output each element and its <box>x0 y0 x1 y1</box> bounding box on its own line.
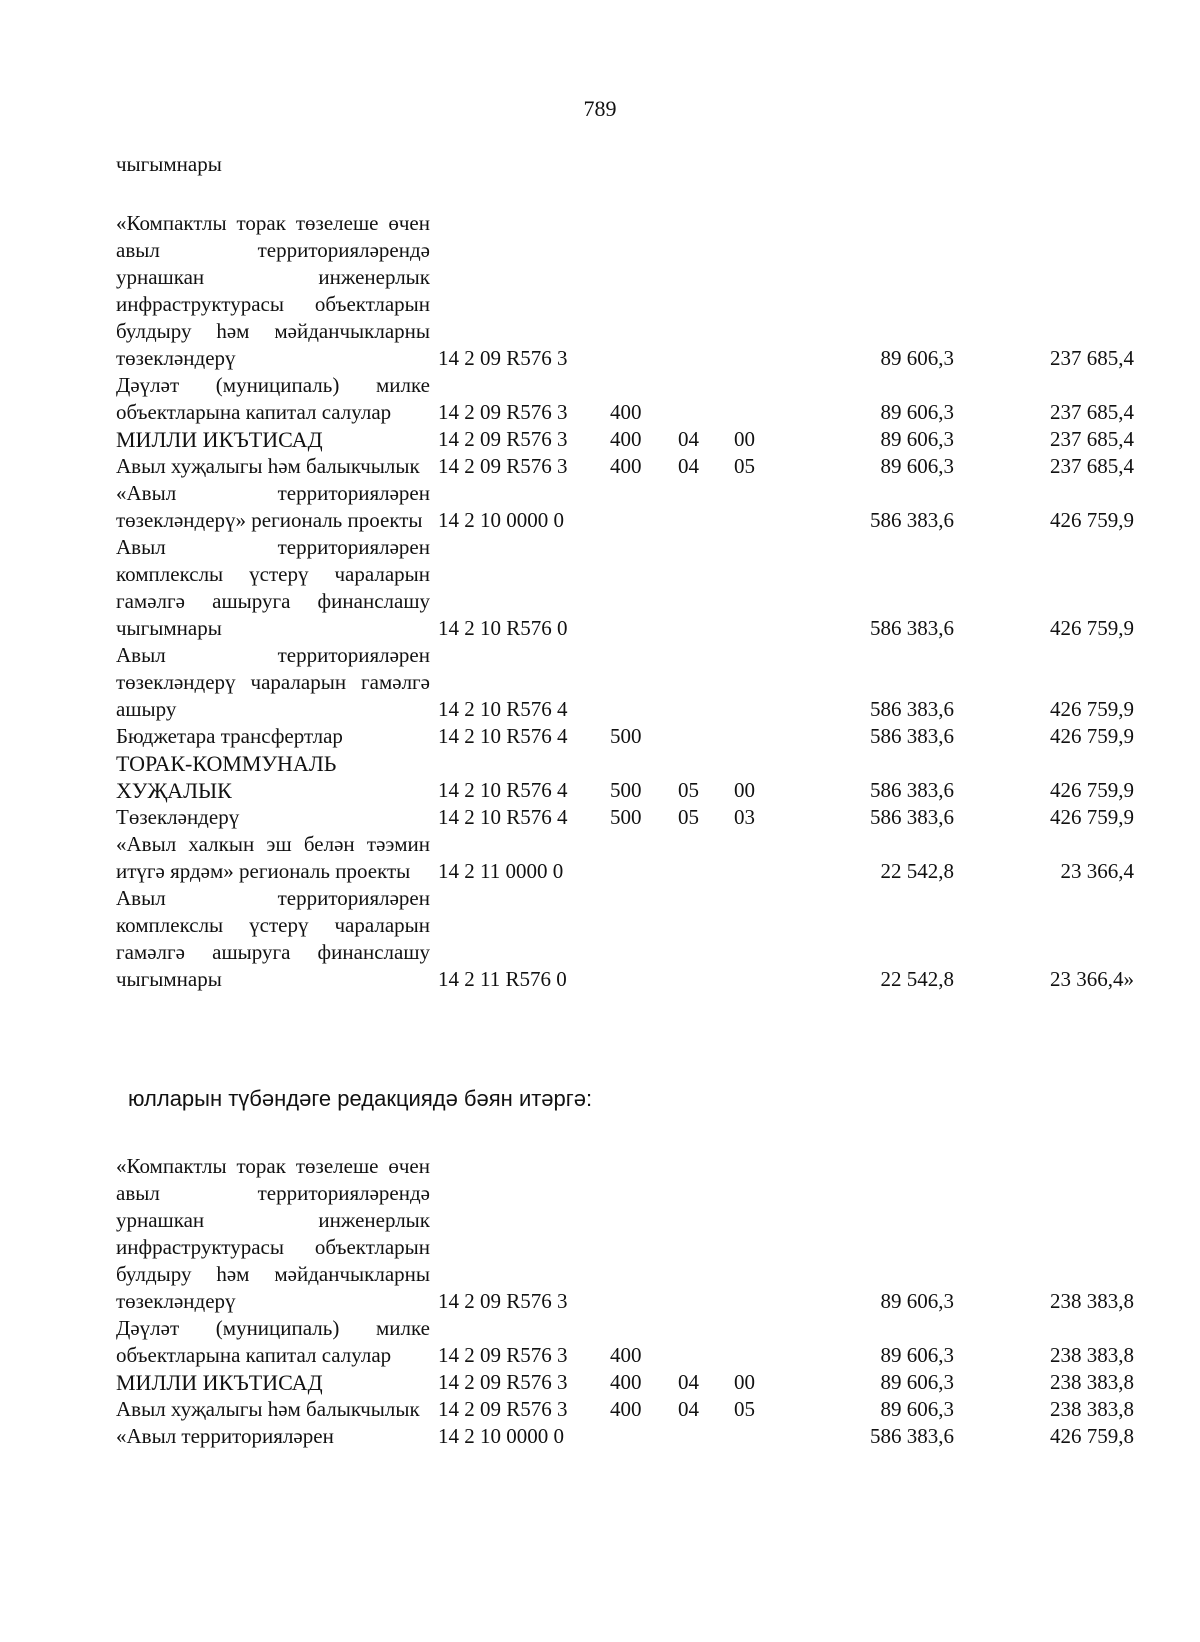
new-budget-table <box>116 1153 1134 1450</box>
row-code: 14 2 09 R576 3 <box>438 1370 568 1394</box>
row-amount-2: 238 383,8 <box>1050 1370 1134 1394</box>
row-amount-1: 586 383,6 <box>870 1424 954 1448</box>
row-amount-2: 426 759,9 <box>1050 778 1134 802</box>
row-name: «Авыл территорияләрен <box>116 1424 334 1448</box>
row-subsection: 00 <box>734 778 755 802</box>
row-section <box>678 642 734 723</box>
row-subsection: 00 <box>734 427 755 451</box>
row-amount-2: 426 759,9 <box>1050 616 1134 640</box>
table-row <box>116 453 1134 480</box>
row-expense-type: 500 <box>610 805 642 829</box>
row-subsection: 00 <box>734 1370 755 1394</box>
row-subsection: 05 <box>734 1397 755 1421</box>
row-amount-2: 237 685,4 <box>1050 346 1134 370</box>
row-expense-type <box>610 642 678 723</box>
row-amount-1: 89 606,3 <box>880 454 954 478</box>
row-amount-2: 426 759,9 <box>1050 724 1134 748</box>
row-expense-type: 400 <box>610 1343 642 1367</box>
row-subsection <box>734 1423 814 1450</box>
row-section <box>678 372 734 426</box>
row-code: 14 2 11 0000 0 <box>438 859 564 883</box>
table-row <box>116 480 1134 534</box>
row-amount-1: 89 606,3 <box>880 1370 954 1394</box>
row-code: 14 2 09 R576 3 <box>438 1289 568 1313</box>
row-expense-type <box>610 885 678 993</box>
table-row <box>116 1423 1134 1450</box>
row-expense-type <box>610 1423 678 1450</box>
row-name: «Компактлы торак төзелеше өчен авыл территорияләрендә урнашкан инженерлык инфраструктурасы объектларын булдыру һәм мәйданчыкларны төзекләндерү <box>116 1154 430 1313</box>
row-subsection <box>734 480 814 534</box>
row-expense-type: 400 <box>610 1370 642 1394</box>
row-name: Авыл территорияләрен комплекслы үстерү чараларын гамәлгә ашыруга финанслашу чыгымнары <box>116 535 430 640</box>
row-amount-1: 22 542,8 <box>880 967 954 991</box>
row-name: «Авыл халкын эш белән тәэмин итүгә ярдәм» региональ проекты <box>116 832 430 883</box>
row-code: 14 2 10 R576 4 <box>438 805 568 829</box>
row-expense-type <box>610 210 678 372</box>
row-amount-1: 89 606,3 <box>880 1289 954 1313</box>
row-amount-2: 238 383,8 <box>1050 1289 1134 1313</box>
row-code: 14 2 11 R576 0 <box>438 967 567 991</box>
row-name: Авыл территорияләрен төзекләндерү чараларын гамәлгә ашыру <box>116 643 430 721</box>
row-code: 14 2 09 R576 3 <box>438 427 568 451</box>
row-code: 14 2 10 R576 4 <box>438 778 568 802</box>
row-code: 14 2 10 R576 4 <box>438 697 568 721</box>
row-code: 14 2 09 R576 3 <box>438 1397 568 1421</box>
row-amount-2: 238 383,8 <box>1050 1343 1134 1367</box>
row-amount-2: 238 383,8 <box>1050 1397 1134 1421</box>
row-amount-1: 89 606,3 <box>880 1397 954 1421</box>
row-expense-type: 500 <box>610 724 642 748</box>
row-expense-type: 500 <box>610 778 642 802</box>
row-section: 05 <box>678 778 699 802</box>
table-row <box>116 210 1134 372</box>
row-section: 04 <box>678 454 699 478</box>
row-name: «Компактлы торак төзелеше өчен авыл территорияләрендә урнашкан инженерлык инфраструктурасы объектларын булдыру һәм мәйданчыкларны төзекләндерү <box>116 211 430 370</box>
row-section <box>678 534 734 642</box>
row-amount-1: 89 606,3 <box>880 1343 954 1367</box>
intro-fragment: чыгымнары <box>116 152 222 176</box>
table-row <box>116 1153 1134 1315</box>
table-row <box>116 426 1134 453</box>
row-expense-type <box>610 1153 678 1315</box>
table-row <box>116 804 1134 831</box>
table-row <box>116 1315 1134 1369</box>
row-code: 14 2 09 R576 3 <box>438 1343 568 1367</box>
table-row <box>116 831 1134 885</box>
table-row <box>116 1396 1134 1423</box>
row-section <box>678 831 734 885</box>
table-row <box>116 750 1134 804</box>
row-code: 14 2 10 R576 0 <box>438 616 568 640</box>
row-subsection <box>734 210 814 372</box>
row-amount-1: 89 606,3 <box>880 427 954 451</box>
row-amount-2: 426 759,9 <box>1050 697 1134 721</box>
row-name: Авыл хуҗалыгы һәм балыкчылык <box>116 454 420 478</box>
row-amount-1: 586 383,6 <box>870 508 954 532</box>
row-name: МИЛЛИ ИКЪТИСАД <box>116 427 323 452</box>
row-subsection <box>734 1153 814 1315</box>
row-subsection <box>734 885 814 993</box>
row-expense-type <box>610 831 678 885</box>
row-amount-1: 22 542,8 <box>880 859 954 883</box>
row-subsection <box>734 1315 814 1369</box>
row-name: МИЛЛИ ИКЪТИСАД <box>116 1370 323 1395</box>
row-amount-2: 426 759,9 <box>1050 508 1134 532</box>
row-code: 14 2 10 0000 0 <box>438 1424 564 1448</box>
page-number: 789 <box>583 96 617 121</box>
table-row <box>116 642 1134 723</box>
old-budget-table-body <box>116 210 1134 993</box>
row-amount-1: 89 606,3 <box>880 400 954 424</box>
row-code: 14 2 10 R576 4 <box>438 724 568 748</box>
table-row <box>116 372 1134 426</box>
row-section: 04 <box>678 1370 699 1394</box>
row-section <box>678 885 734 993</box>
row-subsection: 03 <box>734 805 755 829</box>
table-row <box>116 885 1134 993</box>
row-subsection <box>734 642 814 723</box>
row-expense-type: 400 <box>610 400 642 424</box>
row-amount-1: 586 383,6 <box>870 724 954 748</box>
table-row <box>116 534 1134 642</box>
row-subsection <box>734 534 814 642</box>
row-name: Авыл территорияләрен комплекслы үстерү чараларын гамәлгә ашыруга финанслашу чыгымнары <box>116 886 430 991</box>
row-section: 05 <box>678 805 699 829</box>
row-expense-type: 400 <box>610 1397 642 1421</box>
row-name: Дәүләт (муниципаль) милке объектларына капитал салулар <box>116 1316 430 1367</box>
row-amount-2: 237 685,4 <box>1050 427 1134 451</box>
row-amount-2: 426 759,9 <box>1050 805 1134 829</box>
row-subsection <box>734 831 814 885</box>
row-section <box>678 480 734 534</box>
row-expense-type <box>610 480 678 534</box>
row-expense-type <box>610 534 678 642</box>
row-section: 04 <box>678 1397 699 1421</box>
row-amount-2: 23 366,4» <box>1050 967 1134 991</box>
row-section <box>678 723 734 750</box>
row-code: 14 2 09 R576 3 <box>438 454 568 478</box>
instruction-text: юлларын түбәндәге редакциядә бәян итәргә: <box>128 1086 593 1111</box>
row-code: 14 2 09 R576 3 <box>438 346 568 370</box>
row-amount-2: 237 685,4 <box>1050 400 1134 424</box>
row-name: ТОРАК-КОММУНАЛЬ ХУҖАЛЫК <box>116 751 337 803</box>
row-name: Дәүләт (муниципаль) милке объектларына капитал салулар <box>116 373 430 424</box>
row-name: Төзекләндерү <box>116 805 240 829</box>
table-row <box>116 1369 1134 1396</box>
row-section <box>678 1423 734 1450</box>
row-amount-2: 23 366,4 <box>1060 859 1134 883</box>
row-subsection <box>734 372 814 426</box>
row-name: «Авыл территорияләрен төзекләндерү» региональ проекты <box>116 481 430 532</box>
row-subsection: 05 <box>734 454 755 478</box>
row-amount-2: 426 759,8 <box>1050 1424 1134 1448</box>
row-name: Бюджетара трансфертлар <box>116 724 343 748</box>
new-budget-table-body <box>116 1153 1134 1450</box>
row-amount-2: 237 685,4 <box>1050 454 1134 478</box>
row-section: 04 <box>678 427 699 451</box>
row-code: 14 2 10 0000 0 <box>438 508 564 532</box>
table-row <box>116 723 1134 750</box>
row-expense-type: 400 <box>610 427 642 451</box>
row-section <box>678 1153 734 1315</box>
row-subsection <box>734 723 814 750</box>
row-name: Авыл хуҗалыгы һәм балыкчылык <box>116 1397 420 1421</box>
row-expense-type: 400 <box>610 454 642 478</box>
row-section <box>678 210 734 372</box>
row-amount-1: 586 383,6 <box>870 778 954 802</box>
row-code: 14 2 09 R576 3 <box>438 400 568 424</box>
row-amount-1: 89 606,3 <box>880 346 954 370</box>
row-amount-1: 586 383,6 <box>870 805 954 829</box>
row-section <box>678 1315 734 1369</box>
old-budget-table <box>116 210 1134 993</box>
row-amount-1: 586 383,6 <box>870 697 954 721</box>
row-amount-1: 586 383,6 <box>870 616 954 640</box>
